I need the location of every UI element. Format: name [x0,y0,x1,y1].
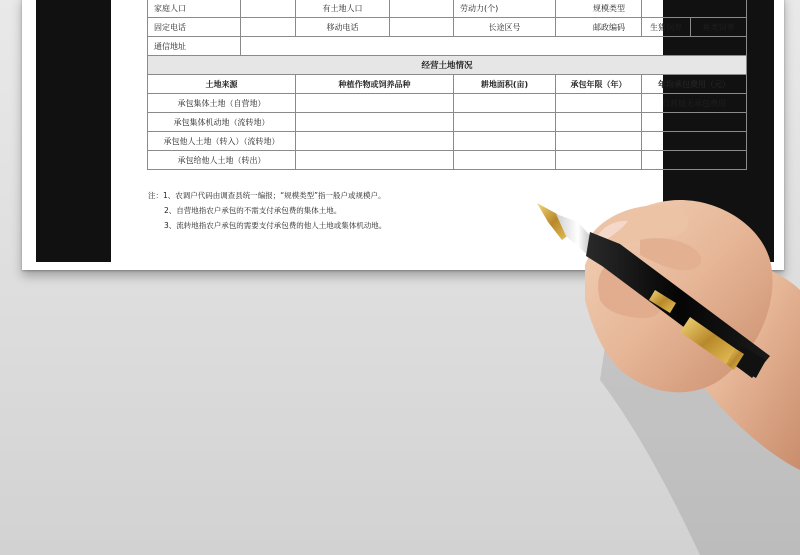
note-3: 3、流转地指农户承包的需要支付承包费的他人土地或集体机动地。 [164,221,387,230]
section-title: 经营土地情况 [148,56,747,75]
note-2: 2、自营地指农户承包的不需支付承包费的集体土地。 [164,206,342,215]
header-land-source: 土地来源 [148,75,296,94]
label-address: 通信地址 [148,37,241,56]
land-source: 承包他人土地（转入）（流转地） [148,132,296,151]
note-1: 注：1、农调户代码由调查县统一编报；“规模类型”指一般户或规模户。 [148,191,386,200]
label-pig-raising: 生猪饲养 [642,18,691,37]
land-source: 承包集体机动地（流转地） [148,113,296,132]
label-landline: 固定电话 [148,18,241,37]
label-labor: 劳动力(个) [454,0,556,18]
label-family-population: 家庭人口 [148,0,241,18]
land-source: 承包给他人土地（转出） [148,151,296,170]
header-term: 承包年限（年） [556,75,642,94]
header-area: 耕地面积(亩) [454,75,556,94]
land-source: 承包集体土地（自营地） [148,94,296,113]
header-fee: 年均承包费用（元） [642,75,747,94]
header-crop: 种植作物或饲养品种 [296,75,454,94]
fee-cell[interactable]: 自营地无承包费用 [642,94,747,113]
label-scale-type: 规模类型 [556,0,642,18]
label-postal-code: 邮政编码 [556,18,642,37]
label-fish-raising: 鱼类饲养 [691,18,747,37]
label-mobile: 移动电话 [296,18,390,37]
label-area-code: 长途区号 [454,18,556,37]
label-land-population: 有土地人口 [296,0,390,18]
